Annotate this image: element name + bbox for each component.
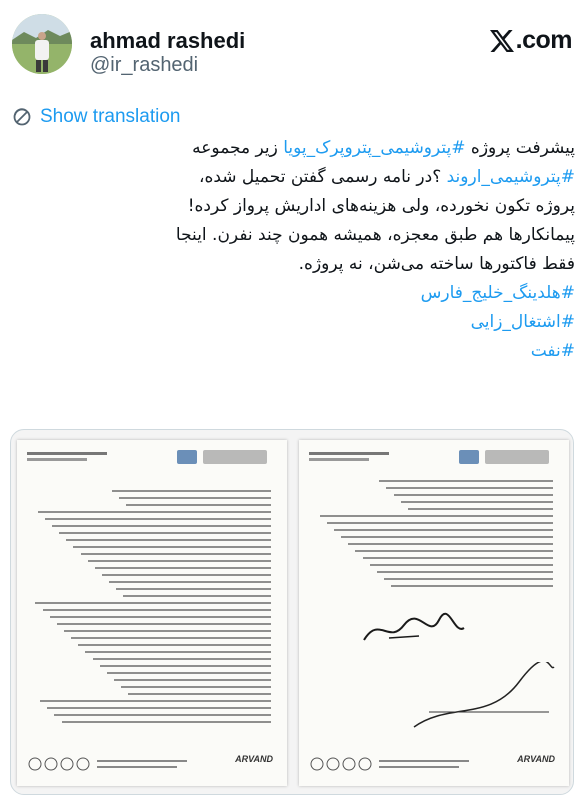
tweet-text-segment: فقط فاکتورها ساخته می‌شن، نه پروژه. xyxy=(298,254,575,274)
letterhead xyxy=(27,448,277,472)
show-translation-label: Show translation xyxy=(40,106,181,127)
document-text-line xyxy=(64,630,271,632)
document-text-line xyxy=(384,578,553,580)
document-text-line xyxy=(123,595,271,597)
document-body xyxy=(315,480,553,592)
document-text-line xyxy=(93,658,272,660)
document-text-line xyxy=(391,585,553,587)
document-text-line xyxy=(114,679,271,681)
document-text-line xyxy=(370,564,553,566)
document-text-line xyxy=(107,672,271,674)
document-text-line xyxy=(66,539,271,541)
brand-suffix: .com xyxy=(515,26,572,54)
tweet-text xyxy=(8,134,575,366)
avatar-photo xyxy=(12,14,72,74)
document-text-line xyxy=(126,504,271,506)
document-text-line xyxy=(47,707,271,709)
document-text-line xyxy=(85,651,271,653)
document-footer xyxy=(309,750,559,776)
tweet-text-segment: پیمانکارها هم طبق معجزه، همیشه همون چند نفرن. اینجا xyxy=(175,225,575,245)
document-text-line xyxy=(341,536,553,538)
document-text-line xyxy=(54,714,271,716)
document-text-line xyxy=(52,525,271,527)
tweet-text-segment: زیر مجموعه xyxy=(192,138,284,158)
letterhead xyxy=(309,448,559,472)
document-text-line xyxy=(379,480,553,482)
document-text-line xyxy=(71,637,271,639)
document-text-line xyxy=(43,609,271,611)
document-text-line xyxy=(377,571,553,573)
approval-stamp xyxy=(409,662,559,732)
document-text-line xyxy=(62,721,271,723)
document-text-line xyxy=(112,490,271,492)
document-text-line xyxy=(401,501,553,503)
document-text-line xyxy=(386,487,553,489)
show-translation-button[interactable] xyxy=(12,106,180,128)
document-text-line xyxy=(327,522,553,524)
document-text-line xyxy=(116,588,271,590)
document-text-line xyxy=(78,644,271,646)
document-text-line xyxy=(394,494,553,496)
tweet-line xyxy=(8,308,575,337)
document-footer xyxy=(27,750,277,776)
tweet-line xyxy=(8,221,575,250)
tweet-line xyxy=(8,192,575,221)
tweet-line xyxy=(8,250,575,279)
document-text-line xyxy=(50,616,271,618)
document-text-line xyxy=(88,560,271,562)
hashtag-link[interactable]: #پتروشیمی_اروند xyxy=(446,167,575,187)
document-text-line xyxy=(128,693,271,695)
document-text-line xyxy=(100,665,271,667)
document-image-right[interactable] xyxy=(299,440,569,786)
document-text-line xyxy=(40,700,271,702)
tweet-line xyxy=(8,279,575,308)
document-text-line xyxy=(109,581,271,583)
tweet-line xyxy=(8,163,575,192)
tweet-text-segment: پروژه تکون نخورده، ولی هزینه‌های اداریش پرواز کرده! xyxy=(187,196,575,216)
document-text-line xyxy=(363,557,553,559)
document-text-line xyxy=(73,546,271,548)
document-text-line xyxy=(57,623,271,625)
tweet-header xyxy=(12,14,572,76)
tweet-line xyxy=(8,337,575,366)
document-text-line xyxy=(408,508,553,510)
document-body xyxy=(33,490,271,728)
signature xyxy=(359,610,469,650)
document-text-line xyxy=(45,518,271,520)
footer-brand: ARVAND xyxy=(235,754,273,764)
document-text-line xyxy=(348,543,553,545)
document-text-line xyxy=(81,553,271,555)
hashtag-link[interactable]: #نفت xyxy=(530,341,575,361)
display-name[interactable]: ahmad rashedi xyxy=(90,28,246,53)
footer-brand: ARVAND xyxy=(517,754,555,764)
document-text-line xyxy=(355,550,553,552)
document-text-line xyxy=(102,574,271,576)
user-handle[interactable]: @ir_rashedi xyxy=(90,54,199,76)
tweet-text-segment: ؟در نامه رسمی گفتن تحمیل شده، xyxy=(198,167,447,187)
document-text-line xyxy=(320,515,553,517)
document-text-line xyxy=(121,686,271,688)
document-text-line xyxy=(59,532,271,534)
translate-icon xyxy=(12,107,32,127)
document-text-line xyxy=(119,497,271,499)
hashtag-link[interactable]: #اشتغال_زایی xyxy=(470,312,575,332)
hashtag-link[interactable]: #هلدینگ_خلیج_فارس xyxy=(420,283,575,303)
hashtag-link[interactable]: #پتروشیمی_پتروپرک_پویا xyxy=(283,138,466,158)
tweet-media[interactable] xyxy=(10,429,574,795)
document-text-line xyxy=(95,567,271,569)
brand-logo xyxy=(490,26,572,55)
tweet-text-segment: پیشرفت پروژه xyxy=(465,138,575,158)
x-logo-icon xyxy=(490,30,514,52)
document-text-line xyxy=(38,511,271,513)
tweet-line xyxy=(8,134,575,163)
document-text-line xyxy=(334,529,553,531)
avatar[interactable] xyxy=(12,14,72,74)
document-image-left[interactable] xyxy=(17,440,287,786)
document-text-line xyxy=(35,602,271,604)
